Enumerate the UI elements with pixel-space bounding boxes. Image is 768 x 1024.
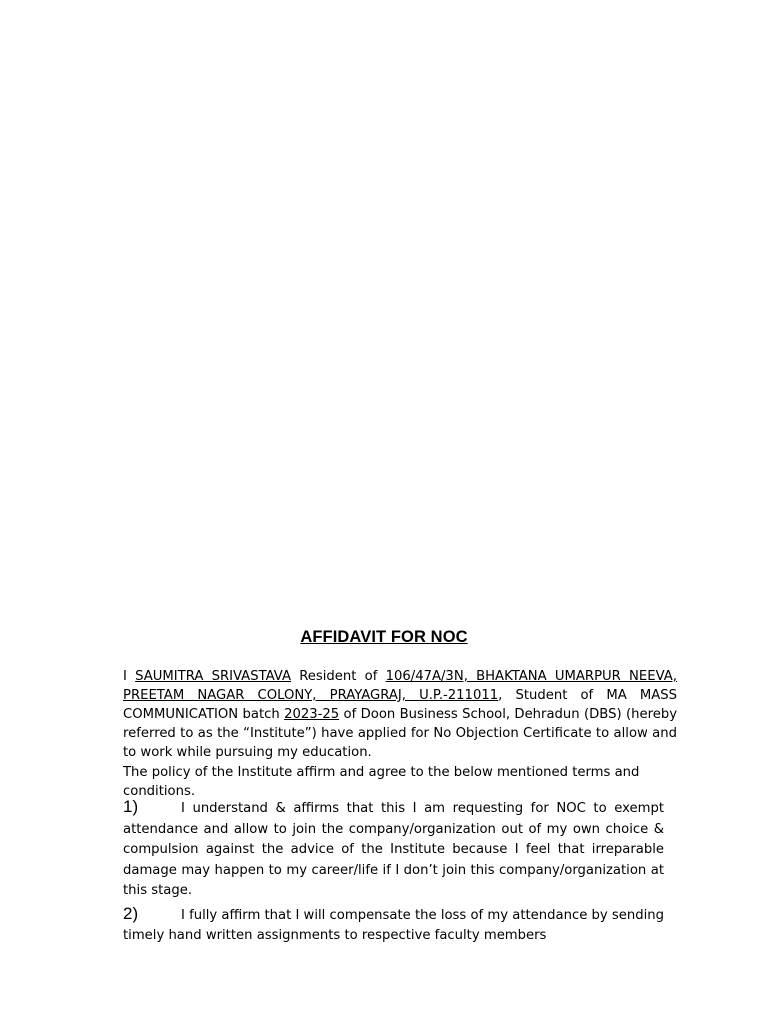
document-title: AFFIDAVIT FOR NOC — [300, 628, 468, 646]
terms-list — [123, 797, 664, 949]
list-item — [123, 904, 664, 947]
declaration-prefix: I — [123, 669, 136, 684]
item-number: 2) — [123, 903, 139, 923]
batch-years: 2023-25 — [284, 707, 340, 722]
policy-paragraph: The policy of the Institute affirm and agree to the below mentioned terms and conditions. — [123, 765, 640, 799]
student-text: , Student of MA MASS COMMUNICATION batch — [123, 688, 677, 722]
declaration-rest: of Doon Business School, Dehradun (DBS) (hereby referred to as the “Institute”) have applied for No Objection Certificate to allow and to work while pursuing my education. — [123, 707, 677, 760]
student-name: SAUMITRA SRIVASTAVA — [135, 669, 291, 684]
student-address: 106/47A/3N, BHAKTANA UMARPUR NEEVA, PREETAM NAGAR COLONY, PRAYAGRAJ, U.P.-211011 — [123, 669, 677, 703]
item-number: 1) — [123, 797, 139, 816]
list-item — [123, 797, 664, 902]
item-text: I understand & affirms that this I am requesting for NOC to exempt attendance and allow to join the company/organization out of my own choice & compulsion against the advice of the Institute because I feel that irreparable damage may happen to my career/life if I don’t join this company/organization at this stage. — [123, 801, 664, 898]
declaration-paragraph — [123, 667, 677, 762]
resident-text: Resident of — [290, 669, 386, 684]
item-text: I fully affirm that I will compensate the loss of my attendance by sending timely hand written assignments to respective faculty members — [123, 907, 664, 943]
